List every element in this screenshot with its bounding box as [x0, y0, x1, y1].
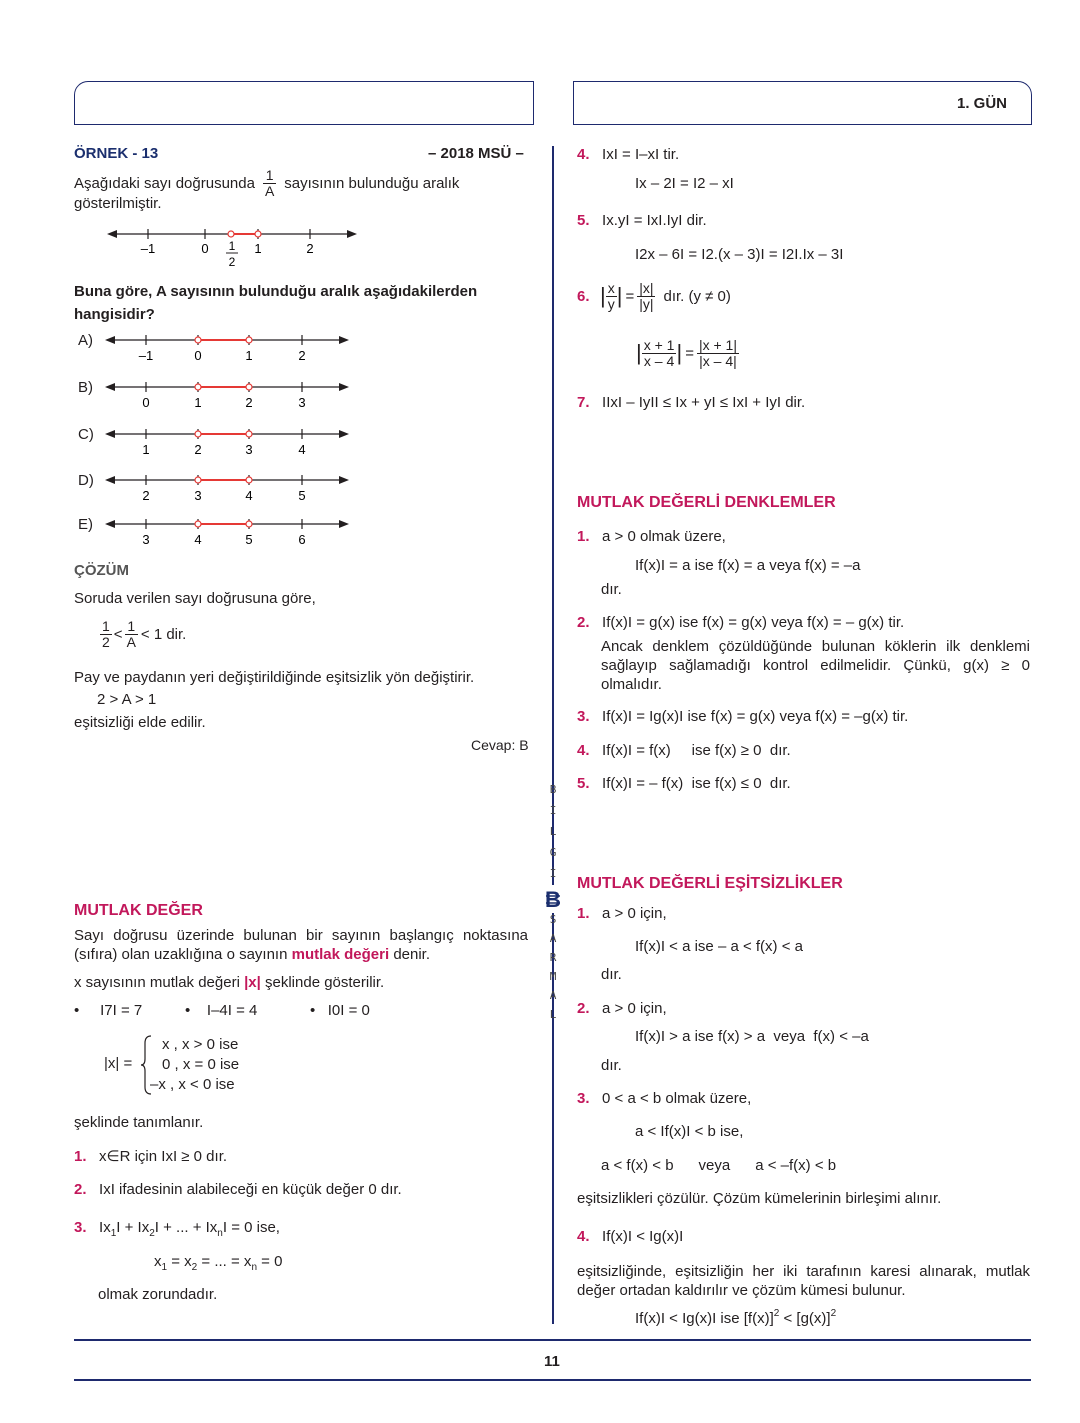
tick-label: 3	[245, 442, 253, 457]
tick-label: 2	[142, 488, 150, 503]
tick-label: 0	[201, 241, 209, 256]
property-number: 2.	[74, 1181, 87, 1198]
column-divider	[552, 146, 554, 1324]
abs-notation-line	[74, 974, 384, 991]
property-6-tail: dır. (y ≠ 0)	[663, 287, 731, 305]
item-number: 4.	[577, 742, 590, 759]
inequality-1-rule: If(x)I < a ise – a < f(x) < a	[635, 938, 803, 955]
footer-line-bottom	[74, 1379, 1031, 1381]
side-letter: A	[549, 932, 557, 945]
property-3-line3: olmak zorundadır.	[98, 1286, 218, 1303]
tick-label: 6	[298, 532, 306, 547]
example-source: – 2018 MSÜ –	[428, 145, 524, 162]
bullet-item: • I7I = 7	[74, 1002, 143, 1019]
solution-line5: eşitsizliği elde edilir.	[74, 714, 206, 731]
example-title: ÖRNEK - 13	[74, 145, 159, 162]
tick-label: –1	[138, 348, 154, 363]
property-6-number	[577, 288, 590, 305]
half-numerator: 1	[228, 239, 236, 253]
definition-text: Sayı doğrusu üzerinde bulunan bir sayının başlangıç noktasına (sıfıra) olan uzaklığına o sayının	[74, 927, 528, 963]
bullet-text: I–4I = 4	[206, 1002, 258, 1019]
side-letter: L	[549, 825, 557, 838]
side-letter: L	[549, 1008, 557, 1021]
abs-bar-icon: |	[676, 340, 683, 365]
property-text: Ix.yI = IxI.IyI dir.	[602, 212, 707, 229]
page-number: 11	[544, 1353, 560, 1370]
publisher-logo-icon	[540, 885, 566, 913]
fraction-numerator: |x + 1|	[698, 336, 737, 353]
equation-1-end: dır.	[601, 581, 622, 598]
definition-text-end: denir.	[389, 946, 431, 963]
equation-1	[577, 528, 726, 545]
abs-bar-icon: |	[600, 283, 606, 308]
header-box-right	[573, 81, 1032, 125]
property-text: IxI = I–xI tir.	[602, 146, 680, 163]
defined-text: şeklinde tanımlanır.	[74, 1114, 204, 1131]
question-text-b: sayısının bulunduğu aralık	[284, 174, 460, 192]
question-fraction	[263, 168, 276, 199]
equation-2	[577, 614, 904, 631]
inequality-3-rule: a < If(x)I < b ise,	[635, 1123, 744, 1140]
solution-fraction-2	[125, 619, 138, 650]
side-letter: G	[549, 846, 557, 859]
solution-line4: 2 > A > 1	[97, 691, 157, 708]
property-text: $Ix_1I + Ix_2I$ + ... + $Ix_nI = 0$ ise,	[99, 1219, 280, 1239]
solution-inequality	[100, 617, 186, 651]
inequality-4-note: eşitsizliğinde, eşitsizliğin her iki tarafının karesi alınarak, mutlak değer ortadan kaldırılır ve çözüm kümesi bulunur.	[577, 1263, 1030, 1299]
tick-label: 1	[254, 241, 262, 256]
piecewise-case-2: 0 , x = 0 ise	[162, 1056, 240, 1073]
item-text: If(x)I < Ig(x)I	[602, 1228, 684, 1245]
fraction-numerator: |x|	[639, 279, 654, 296]
less-than-sign: <	[113, 625, 123, 643]
tick-label: 2	[298, 348, 306, 363]
bullet-item: • I0I = 0	[310, 1002, 370, 1019]
item-text: 0 < a < b olmak üzere,	[602, 1090, 752, 1107]
tick-label: 0	[194, 348, 202, 363]
fraction-denominator: 2	[102, 633, 110, 650]
tick-label: 2	[194, 442, 202, 457]
property-text: x∈R için IxI ≥ 0 dır.	[99, 1148, 228, 1165]
solution-line1: Soruda verilen sayı doğrusuna göre,	[74, 590, 316, 607]
side-letter: B	[549, 783, 557, 796]
abs-value-title: MUTLAK DEĞER	[74, 902, 203, 919]
inequality-3	[577, 1090, 751, 1107]
tick-label: 1	[194, 395, 202, 410]
equation-5	[577, 775, 791, 792]
abs-bar-icon: |	[616, 283, 623, 308]
property-6-formula	[600, 278, 731, 314]
inequality-2	[577, 1000, 667, 1017]
option-number-line	[103, 377, 353, 413]
fraction-denominator: A	[264, 182, 275, 199]
tick-label: 3	[298, 395, 306, 410]
item-text: If(x)I = – f(x) ise f(x) ≤ 0 dır.	[602, 775, 791, 792]
question-text-a: Aşağıdaki sayı doğrusunda	[74, 174, 255, 192]
tick-label: 1	[245, 348, 253, 363]
property-4-example: Ix – 2I = I2 – xI	[635, 175, 734, 192]
property-text: IxI ifadesinin alabileceği en küçük değer 0 dır.	[99, 1181, 402, 1198]
property-text: IIxI – IyII ≤ Ix + yI ≤ IxI + IyI dir.	[602, 394, 806, 411]
inequality-1	[577, 905, 667, 922]
inequality-3-note: eşitsizlikleri çözülür. Çözüm kümelerinin birleşimi alınır.	[577, 1190, 942, 1207]
fraction-numerator: x	[607, 279, 615, 296]
notation-text-end: şeklinde gösterilir.	[260, 974, 385, 991]
item-number: 1.	[577, 528, 590, 545]
property-5	[577, 212, 707, 229]
option-label[interactable]: B)	[78, 379, 93, 396]
item-text: If(x)I = f(x) ise f(x) ≥ 0 dır.	[602, 742, 791, 759]
item-text: a > 0 için,	[602, 1000, 667, 1017]
svg-text:B: B	[545, 887, 561, 912]
property-number: 5.	[577, 212, 590, 229]
inequality-2-end: dır.	[601, 1057, 622, 1074]
property-number: 4.	[577, 146, 590, 163]
solution-inequality-rest: < 1 dir.	[140, 625, 187, 643]
property-2	[74, 1181, 402, 1198]
side-letter: M	[549, 970, 557, 983]
question-bold-2: hangisidir?	[74, 306, 155, 323]
item-text: If(x)I = Ig(x)I ise f(x) = g(x) veya f(x) = –g(x) tir.	[602, 708, 909, 725]
tick-label: 5	[298, 488, 306, 503]
tick-label: 4	[298, 442, 306, 457]
fraction-numerator: 1	[102, 617, 110, 634]
abs-value-definition	[74, 926, 528, 964]
property-7	[577, 394, 805, 411]
tick-label: 3	[142, 532, 150, 547]
half-denominator: 2	[228, 255, 236, 269]
tick-label: 2	[245, 395, 253, 410]
side-letter: A	[549, 989, 557, 1002]
option-label[interactable]: A)	[78, 332, 93, 349]
fraction-numerator: 1	[125, 619, 138, 635]
fraction-denominator: A	[126, 633, 136, 650]
equation-3	[577, 708, 908, 725]
item-text: a > 0 için,	[602, 905, 667, 922]
item-number: 4.	[577, 1228, 590, 1245]
item-number: 2.	[577, 614, 590, 631]
side-letter: S	[549, 913, 557, 926]
property-3	[74, 1219, 280, 1239]
property-3-line2: $x_1 = x_2$ = ... = $x_n = 0$	[154, 1253, 283, 1273]
piecewise-case-1: x , x > 0 ise	[162, 1036, 239, 1053]
property-number: 3.	[74, 1219, 87, 1236]
option-number-line	[103, 330, 353, 366]
side-letter: İ	[549, 867, 557, 880]
side-letter: R	[549, 951, 557, 964]
bullet-text: I0I = 0	[327, 1002, 370, 1019]
option-number-line	[103, 514, 353, 550]
property-4	[577, 146, 679, 163]
equation-2-note: Ancak denklem çözüldüğünde bulunan köklerin ilk denklemi sağlayıp sağlamadığı kontrol edilmelidir. Çünkü, g(x) ≥ 0 olmalıdır.	[601, 638, 1030, 693]
bullet-text: I7I = 7	[100, 1002, 143, 1019]
tick-label: 2	[306, 241, 314, 256]
equation-4	[577, 742, 791, 759]
inequality-3-cases: a < f(x) < b veya a < –f(x) < b	[601, 1157, 837, 1174]
inequalities-title: MUTLAK DEĞERLİ EŞİTSİZLİKLER	[577, 875, 843, 892]
answer-label: Cevap: B	[471, 737, 529, 753]
abs-bar-icon: |	[636, 340, 642, 365]
example-number-line	[105, 222, 360, 272]
bullet-item: • I–4I = 4	[185, 1002, 258, 1019]
inequality-4	[577, 1228, 683, 1245]
item-text: If(x)I = g(x) ise f(x) = g(x) veya f(x) = – g(x) tir.	[602, 614, 905, 631]
question-line2: gösterilmiştir.	[74, 195, 162, 212]
tick-label: 4	[194, 532, 202, 547]
tick-label: 4	[245, 488, 253, 503]
inequality-4-rule: If(x)I < Ig(x)I ise $[f(x)]^2 < [g(x)]^2$	[635, 1308, 837, 1327]
property-1	[74, 1147, 227, 1165]
header-box-left	[74, 81, 534, 125]
footer-line-top	[74, 1339, 1031, 1341]
notation-text: x sayısının mutlak değeri	[74, 974, 245, 991]
option-number-line	[103, 470, 353, 506]
piecewise-lhs: |x| =	[104, 1055, 133, 1072]
equals-sign: =	[625, 287, 635, 305]
option-number-line	[103, 424, 353, 460]
item-number: 5.	[577, 775, 590, 792]
definition-highlight: mutlak değeri	[291, 946, 390, 963]
equations-title: MUTLAK DEĞERLİ DENKLEMLER	[577, 494, 836, 511]
tick-label: 5	[245, 532, 253, 547]
item-number: 2.	[577, 1000, 590, 1017]
piecewise-case-3: –x , x < 0 ise	[150, 1076, 235, 1093]
fraction-numerator: 1	[263, 168, 276, 184]
option-label[interactable]: C)	[78, 426, 94, 443]
inequality-2-rule: If(x)I > a ise f(x) > a veya f(x) < –a	[635, 1028, 869, 1045]
property-number: 1.	[74, 1148, 87, 1165]
property-number: 7.	[577, 394, 590, 411]
day-label: 1. GÜN	[956, 95, 1007, 112]
equals-sign: =	[685, 344, 694, 362]
tick-label: –1	[140, 241, 156, 256]
tick-label: 0	[142, 395, 150, 410]
tick-label: 1	[142, 442, 150, 457]
property-number: 6.	[577, 288, 590, 305]
side-letter: İ	[549, 804, 557, 817]
tick-label: 3	[194, 488, 202, 503]
property-5-example: I2x – 6I = I2.(x – 3)I = I2I.Ix – 3I	[635, 246, 844, 263]
property-6-example	[636, 335, 739, 371]
solution-fraction-1	[100, 619, 112, 650]
fraction-denominator: x – 4	[643, 352, 675, 369]
fraction-x-over-y	[606, 281, 617, 312]
notation-highlight: |x|	[244, 974, 261, 991]
fraction-denominator: |y|	[639, 295, 654, 312]
fraction-numerator: x + 1	[643, 336, 675, 353]
option-label[interactable]: D)	[78, 472, 94, 489]
option-label[interactable]: E)	[78, 516, 93, 533]
item-number: 3.	[577, 708, 590, 725]
item-number: 1.	[577, 905, 590, 922]
fraction-denominator: |x – 4|	[699, 352, 737, 369]
equation-1-rule: If(x)I = a ise f(x) = a veya f(x) = –a	[635, 557, 861, 574]
solution-title: ÇÖZÜM	[74, 562, 129, 579]
fraction-absx-over-absy	[637, 281, 655, 312]
fraction-example-lhs	[642, 338, 677, 369]
inequality-1-end: dır.	[601, 966, 622, 983]
item-number: 3.	[577, 1090, 590, 1107]
solution-line3: Pay ve paydanın yeri değiştirildiğinde eşitsizlik yön değiştirir.	[74, 669, 475, 686]
fraction-denominator: y	[607, 295, 615, 312]
fraction-example-rhs	[697, 338, 739, 369]
question-bold-1: Buna göre, A sayısının bulunduğu aralık aşağıdakilerden	[74, 283, 478, 300]
item-text: a > 0 olmak üzere,	[602, 528, 726, 545]
